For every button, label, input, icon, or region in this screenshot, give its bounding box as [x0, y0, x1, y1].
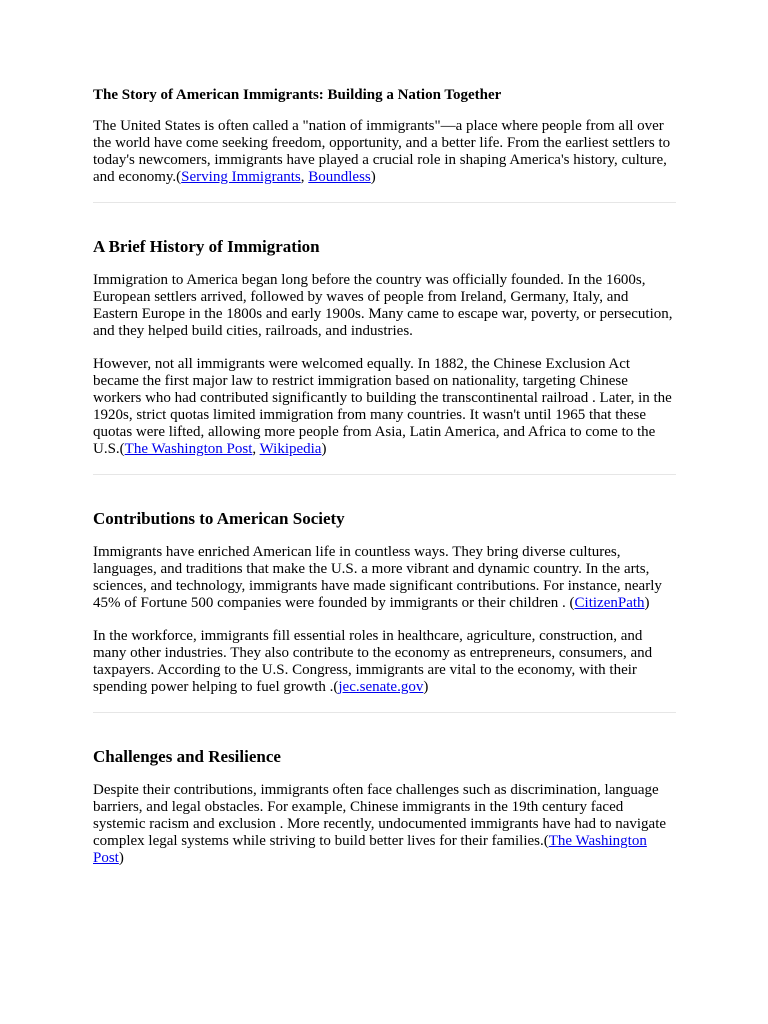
link-citizenpath[interactable]: CitizenPath	[574, 595, 645, 611]
link-boundless[interactable]: Boundless	[308, 169, 371, 185]
document-content	[93, 86, 676, 883]
link-separator: ,	[300, 169, 309, 185]
citation-close: )	[644, 595, 650, 611]
history-paragraph-2-text: However, not all immigrants were welcomed equally. In 1882, the Chinese Exclusion Act became the first major law to restrict immigration based on nationality, targeting Chinese workers who had contributed significantly to building the transcontinental railroad . Later, in the 1920s, strict quotas limited immigration from many countries. It wasn't until 1965 that these quotas were lifted, allowing more people from Asia, Latin America, and Africa to come to the U.S.(	[93, 356, 672, 457]
section-divider	[93, 474, 676, 475]
heading-contributions: Contributions to American Society	[93, 509, 345, 528]
citation-close: )	[370, 169, 376, 185]
contributions-paragraph-1	[93, 544, 676, 612]
intro-text: The United States is often called a "nation of immigrants"—a place where people from all over the world have come seeking freedom, opportunity, and a better life. From the earliest settlers to today's newcomers, immigrants have played a crucial role in shaping America's history, culture, and economy.(	[93, 118, 671, 185]
intro-paragraph	[93, 118, 676, 186]
contributions-paragraph-1-text: Immigrants have enriched American life in countless ways. They bring diverse cultures, languages, and traditions that make the U.S. a more vibrant and dynamic country. In the arts, sciences, and technology, immigrants have made significant contributions. For instance, nearly 45% of Fortune 500 companies were founded by immigrants or their children . (	[93, 544, 662, 611]
challenges-paragraph-1-text: Despite their contributions, immigrants often face challenges such as discrimination, language barriers, and legal obstacles. For example, Chinese immigrants in the 19th century faced systemic racism and exclusion . More recently, undocumented immigrants have had to navigate complex legal systems while striving to build better lives for their families.(	[93, 782, 667, 849]
heading-brief-history: A Brief History of Immigration	[93, 237, 320, 256]
citation-close: )	[423, 679, 429, 695]
history-paragraph-2	[93, 356, 676, 458]
document-title: The Story of American Immigrants: Building a Nation Together	[93, 87, 502, 103]
contributions-paragraph-2-text: In the workforce, immigrants fill essential roles in healthcare, agriculture, construction, and many other industries. They also contribute to the economy as entrepreneurs, consumers, and taxpayers. According to the U.S. Congress, immigrants are vital to the economy, with their spending power helping to fuel growth .(	[93, 628, 653, 695]
citation-close: )	[118, 850, 124, 866]
heading-challenges: Challenges and Resilience	[93, 747, 281, 766]
link-separator: ,	[252, 441, 260, 457]
challenges-paragraph-1	[93, 782, 676, 867]
history-paragraph-1: Immigration to America began long before the country was officially founded. In the 1600s, European settlers arrived, followed by waves of people from Ireland, Germany, Italy, and Eastern Europe in the 1800s and early 1900s. Many came to escape war, poverty, or persecution, and they helped build cities, railroads, and industries.	[93, 272, 673, 339]
link-washington-post-2[interactable]: The Washington Post	[93, 833, 647, 866]
contributions-paragraph-2	[93, 628, 676, 696]
link-serving-immigrants[interactable]: Serving Immigrants	[181, 169, 301, 185]
link-wikipedia[interactable]: Wikipedia	[259, 441, 322, 457]
section-divider	[93, 712, 676, 713]
link-jec-senate[interactable]: jec.senate.gov	[338, 679, 424, 695]
citation-close: )	[321, 441, 327, 457]
section-divider	[93, 202, 676, 203]
link-washington-post[interactable]: The Washington Post	[124, 441, 253, 457]
